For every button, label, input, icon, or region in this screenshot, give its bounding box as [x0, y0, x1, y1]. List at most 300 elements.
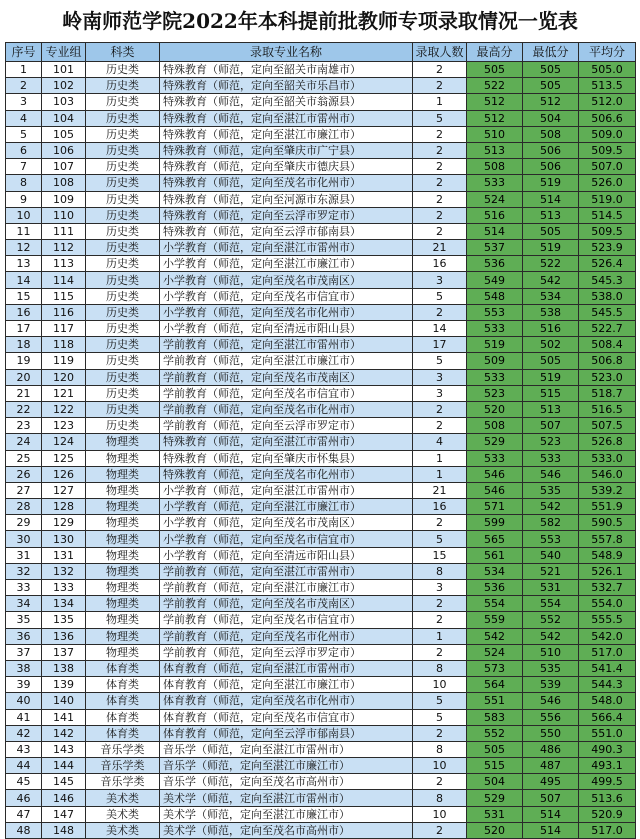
cell-index: 27: [6, 482, 42, 498]
cell-min: 506: [523, 159, 579, 175]
cell-group: 133: [42, 580, 86, 596]
cell-group: 129: [42, 515, 86, 531]
cell-index: 46: [6, 790, 42, 806]
cell-avg: 513.5: [579, 78, 636, 94]
cell-count: 8: [413, 790, 467, 806]
cell-category: 历史类: [86, 240, 160, 256]
cell-index: 45: [6, 774, 42, 790]
cell-count: 16: [413, 256, 467, 272]
cell-group: 115: [42, 288, 86, 304]
cell-category: 物理类: [86, 531, 160, 547]
table-row: [6, 191, 636, 207]
cell-group: 146: [42, 790, 86, 806]
cell-index: 44: [6, 758, 42, 774]
cell-major: 特殊教育（师范，定向至湛江市雷州市）: [160, 110, 413, 126]
cell-max: 520: [467, 822, 523, 838]
cell-max: 537: [467, 240, 523, 256]
cell-index: 42: [6, 725, 42, 741]
cell-min: 519: [523, 175, 579, 191]
header-category: 科类: [86, 43, 160, 62]
table-row: [6, 774, 636, 790]
cell-major: 音乐学（师范，定向至湛江市廉江市）: [160, 758, 413, 774]
cell-max: 552: [467, 725, 523, 741]
page-title: 岭南师范学院2022年本科提前批教师专项录取情况一览表: [62, 9, 578, 33]
cell-group: 102: [42, 78, 86, 94]
table-row: [6, 418, 636, 434]
cell-avg: 493.1: [579, 758, 636, 774]
table-row: [6, 596, 636, 612]
cell-major: 音乐学（师范，定向至茂名市高州市）: [160, 774, 413, 790]
cell-major: 体育教育（师范，定向至云浮市郁南县）: [160, 725, 413, 741]
cell-major: 学前教育（师范，定向至茂名市信宜市）: [160, 385, 413, 401]
cell-max: 529: [467, 434, 523, 450]
cell-min: 519: [523, 369, 579, 385]
cell-major: 学前教育（师范，定向至茂名市信宜市）: [160, 612, 413, 628]
table-row: [6, 337, 636, 353]
cell-category: 美术类: [86, 790, 160, 806]
cell-group: 120: [42, 369, 86, 385]
cell-avg: 508.4: [579, 337, 636, 353]
cell-group: 110: [42, 207, 86, 223]
cell-index: 23: [6, 418, 42, 434]
cell-index: 10: [6, 207, 42, 223]
cell-index: 6: [6, 142, 42, 158]
table-row: [6, 304, 636, 320]
cell-index: 36: [6, 628, 42, 644]
cell-avg: 523.0: [579, 369, 636, 385]
cell-min: 542: [523, 272, 579, 288]
table-row: [6, 223, 636, 239]
table-row: [6, 515, 636, 531]
cell-avg: 507.0: [579, 159, 636, 175]
cell-index: 38: [6, 660, 42, 676]
table-row: [6, 207, 636, 223]
cell-major: 特殊教育（师范，定向至肇庆市德庆县）: [160, 159, 413, 175]
table-row: [6, 822, 636, 838]
cell-min: 582: [523, 515, 579, 531]
cell-count: 1: [413, 466, 467, 482]
table-row: [6, 531, 636, 547]
cell-category: 物理类: [86, 450, 160, 466]
cell-max: 542: [467, 628, 523, 644]
cell-max: 508: [467, 418, 523, 434]
cell-index: 13: [6, 256, 42, 272]
cell-major: 小学教育（师范，定向至茂名市信宜市）: [160, 531, 413, 547]
cell-major: 学前教育（师范，定向至茂名市茂南区）: [160, 596, 413, 612]
cell-group: 139: [42, 677, 86, 693]
cell-max: 512: [467, 94, 523, 110]
cell-min: 514: [523, 191, 579, 207]
cell-index: 16: [6, 304, 42, 320]
cell-index: 12: [6, 240, 42, 256]
table-row: [6, 434, 636, 450]
cell-major: 特殊教育（师范，定向至云浮市郁南县）: [160, 223, 413, 239]
cell-min: 534: [523, 288, 579, 304]
cell-max: 551: [467, 693, 523, 709]
cell-max: 536: [467, 256, 523, 272]
cell-avg: 490.3: [579, 741, 636, 757]
cell-group: 147: [42, 806, 86, 822]
cell-min: 533: [523, 450, 579, 466]
cell-count: 8: [413, 563, 467, 579]
cell-avg: 544.3: [579, 677, 636, 693]
cell-category: 体育类: [86, 677, 160, 693]
table-row: [6, 321, 636, 337]
cell-index: 35: [6, 612, 42, 628]
cell-index: 47: [6, 806, 42, 822]
cell-min: 535: [523, 482, 579, 498]
cell-max: 583: [467, 709, 523, 725]
cell-avg: 548.0: [579, 693, 636, 709]
cell-count: 3: [413, 385, 467, 401]
cell-avg: 548.9: [579, 547, 636, 563]
cell-category: 历史类: [86, 272, 160, 288]
table-row: [6, 62, 636, 78]
cell-count: 3: [413, 272, 467, 288]
cell-group: 105: [42, 126, 86, 142]
cell-group: 128: [42, 499, 86, 515]
table-row: [6, 709, 636, 725]
cell-index: 4: [6, 110, 42, 126]
cell-count: 8: [413, 660, 467, 676]
cell-category: 历史类: [86, 353, 160, 369]
cell-group: 122: [42, 401, 86, 417]
cell-category: 历史类: [86, 62, 160, 78]
cell-count: 21: [413, 482, 467, 498]
cell-min: 515: [523, 385, 579, 401]
cell-category: 历史类: [86, 78, 160, 94]
cell-category: 历史类: [86, 385, 160, 401]
cell-count: 14: [413, 321, 467, 337]
cell-min: 519: [523, 240, 579, 256]
cell-avg: 499.5: [579, 774, 636, 790]
cell-category: 物理类: [86, 434, 160, 450]
cell-major: 学前教育（师范，定向至云浮市罗定市）: [160, 418, 413, 434]
table-row: [6, 272, 636, 288]
cell-major: 特殊教育（师范，定向至茂名市化州市）: [160, 466, 413, 482]
cell-max: 516: [467, 207, 523, 223]
cell-group: 116: [42, 304, 86, 320]
cell-avg: 517.0: [579, 644, 636, 660]
cell-group: 145: [42, 774, 86, 790]
table-row: [6, 142, 636, 158]
cell-major: 学前教育（师范，定向至茂名市化州市）: [160, 401, 413, 417]
cell-count: 3: [413, 369, 467, 385]
cell-category: 音乐学类: [86, 774, 160, 790]
cell-min: 513: [523, 207, 579, 223]
cell-group: 143: [42, 741, 86, 757]
header-group: 专业组: [42, 43, 86, 62]
cell-min: 546: [523, 466, 579, 482]
cell-group: 108: [42, 175, 86, 191]
cell-min: 487: [523, 758, 579, 774]
cell-count: 2: [413, 142, 467, 158]
cell-max: 533: [467, 321, 523, 337]
cell-major: 特殊教育（师范，定向至韶关市乐昌市）: [160, 78, 413, 94]
cell-min: 550: [523, 725, 579, 741]
cell-max: 573: [467, 660, 523, 676]
cell-group: 144: [42, 758, 86, 774]
cell-group: 106: [42, 142, 86, 158]
cell-group: 111: [42, 223, 86, 239]
cell-category: 历史类: [86, 401, 160, 417]
cell-max: 536: [467, 580, 523, 596]
cell-avg: 522.7: [579, 321, 636, 337]
cell-group: 132: [42, 563, 86, 579]
cell-count: 3: [413, 580, 467, 596]
cell-avg: 506.6: [579, 110, 636, 126]
table-row: [6, 466, 636, 482]
cell-count: 2: [413, 191, 467, 207]
cell-category: 历史类: [86, 321, 160, 337]
cell-max: 514: [467, 223, 523, 239]
table-row: [6, 758, 636, 774]
cell-major: 体育教育（师范，定向至湛江市廉江市）: [160, 677, 413, 693]
table-row: [6, 806, 636, 822]
table-row: [6, 725, 636, 741]
cell-min: 521: [523, 563, 579, 579]
cell-avg: 517.0: [579, 822, 636, 838]
cell-group: 101: [42, 62, 86, 78]
cell-major: 特殊教育（师范，定向至河源市东源县）: [160, 191, 413, 207]
table-row: [6, 126, 636, 142]
cell-max: 522: [467, 78, 523, 94]
cell-index: 34: [6, 596, 42, 612]
table-row: [6, 644, 636, 660]
cell-min: 495: [523, 774, 579, 790]
cell-max: 505: [467, 62, 523, 78]
cell-max: 565: [467, 531, 523, 547]
cell-major: 学前教育（师范，定向至茂名市化州市）: [160, 628, 413, 644]
cell-avg: 526.4: [579, 256, 636, 272]
cell-index: 5: [6, 126, 42, 142]
cell-major: 特殊教育（师范，定向至肇庆市广宁县）: [160, 142, 413, 158]
cell-category: 历史类: [86, 142, 160, 158]
cell-category: 物理类: [86, 515, 160, 531]
cell-category: 历史类: [86, 418, 160, 434]
cell-min: 523: [523, 434, 579, 450]
cell-major: 学前教育（师范，定向至湛江市雷州市）: [160, 563, 413, 579]
cell-index: 3: [6, 94, 42, 110]
cell-min: 538: [523, 304, 579, 320]
cell-major: 小学教育（师范，定向至茂名市信宜市）: [160, 288, 413, 304]
table-row: [6, 677, 636, 693]
cell-group: 138: [42, 660, 86, 676]
cell-group: 126: [42, 466, 86, 482]
cell-count: 5: [413, 353, 467, 369]
cell-group: 112: [42, 240, 86, 256]
cell-category: 历史类: [86, 223, 160, 239]
cell-category: 历史类: [86, 337, 160, 353]
cell-major: 体育教育（师范，定向至茂名市化州市）: [160, 693, 413, 709]
header-index: 序号: [6, 43, 42, 62]
cell-index: 18: [6, 337, 42, 353]
cell-count: 2: [413, 822, 467, 838]
cell-avg: 557.8: [579, 531, 636, 547]
table-row: [6, 790, 636, 806]
cell-major: 体育教育（师范，定向至湛江市雷州市）: [160, 660, 413, 676]
cell-min: 502: [523, 337, 579, 353]
cell-group: 107: [42, 159, 86, 175]
cell-category: 历史类: [86, 191, 160, 207]
cell-group: 140: [42, 693, 86, 709]
cell-avg: 518.7: [579, 385, 636, 401]
cell-category: 音乐学类: [86, 741, 160, 757]
table-row: [6, 159, 636, 175]
table-row: [6, 580, 636, 596]
cell-major: 小学教育（师范，定向至湛江市廉江市）: [160, 499, 413, 515]
cell-count: 2: [413, 223, 467, 239]
cell-max: 549: [467, 272, 523, 288]
cell-avg: 551.9: [579, 499, 636, 515]
cell-count: 2: [413, 418, 467, 434]
cell-avg: 523.9: [579, 240, 636, 256]
cell-category: 物理类: [86, 466, 160, 482]
cell-count: 2: [413, 78, 467, 94]
cell-count: 5: [413, 709, 467, 725]
cell-major: 小学教育（师范，定向至茂名市茂南区）: [160, 515, 413, 531]
cell-major: 小学教育（师范，定向至湛江市雷州市）: [160, 240, 413, 256]
cell-category: 历史类: [86, 159, 160, 175]
cell-major: 小学教育（师范，定向至茂名市化州市）: [160, 304, 413, 320]
cell-avg: 513.6: [579, 790, 636, 806]
cell-count: 5: [413, 531, 467, 547]
cell-major: 学前教育（师范，定向至茂名市茂南区）: [160, 369, 413, 385]
cell-category: 物理类: [86, 628, 160, 644]
cell-avg: 514.5: [579, 207, 636, 223]
cell-index: 11: [6, 223, 42, 239]
cell-avg: 509.5: [579, 223, 636, 239]
cell-count: 10: [413, 758, 467, 774]
cell-max: 548: [467, 288, 523, 304]
cell-count: 10: [413, 677, 467, 693]
cell-max: 546: [467, 482, 523, 498]
cell-avg: 507.5: [579, 418, 636, 434]
cell-major: 体育教育（师范，定向至茂名市信宜市）: [160, 709, 413, 725]
cell-max: 524: [467, 191, 523, 207]
cell-min: 505: [523, 223, 579, 239]
cell-group: 104: [42, 110, 86, 126]
cell-major: 学前教育（师范，定向至湛江市廉江市）: [160, 353, 413, 369]
cell-min: 505: [523, 353, 579, 369]
cell-avg: 509.5: [579, 142, 636, 158]
table-row: [6, 353, 636, 369]
cell-avg: 506.8: [579, 353, 636, 369]
cell-min: 506: [523, 142, 579, 158]
cell-category: 历史类: [86, 94, 160, 110]
cell-group: 131: [42, 547, 86, 563]
header-major: 录取专业名称: [160, 43, 413, 62]
table-row: [6, 78, 636, 94]
cell-count: 2: [413, 644, 467, 660]
cell-count: 2: [413, 515, 467, 531]
cell-max: 513: [467, 142, 523, 158]
cell-index: 48: [6, 822, 42, 838]
cell-min: 507: [523, 790, 579, 806]
cell-category: 物理类: [86, 547, 160, 563]
cell-max: 599: [467, 515, 523, 531]
cell-index: 14: [6, 272, 42, 288]
cell-count: 2: [413, 159, 467, 175]
cell-avg: 512.0: [579, 94, 636, 110]
cell-avg: 519.0: [579, 191, 636, 207]
header-avg: 平均分: [579, 43, 636, 62]
cell-min: 510: [523, 644, 579, 660]
cell-count: 1: [413, 94, 467, 110]
cell-count: 21: [413, 240, 467, 256]
cell-count: 2: [413, 725, 467, 741]
cell-avg: 539.2: [579, 482, 636, 498]
cell-count: 2: [413, 612, 467, 628]
cell-group: 135: [42, 612, 86, 628]
cell-group: 109: [42, 191, 86, 207]
cell-index: 39: [6, 677, 42, 693]
cell-max: 510: [467, 126, 523, 142]
cell-max: 561: [467, 547, 523, 563]
cell-category: 历史类: [86, 369, 160, 385]
cell-max: 531: [467, 806, 523, 822]
cell-group: 117: [42, 321, 86, 337]
cell-avg: 533.0: [579, 450, 636, 466]
cell-min: 514: [523, 822, 579, 838]
cell-max: 559: [467, 612, 523, 628]
cell-max: 504: [467, 774, 523, 790]
cell-min: 552: [523, 612, 579, 628]
cell-group: 113: [42, 256, 86, 272]
table-row: [6, 256, 636, 272]
table-row: [6, 175, 636, 191]
cell-min: 486: [523, 741, 579, 757]
cell-group: 142: [42, 725, 86, 741]
cell-avg: 545.3: [579, 272, 636, 288]
table-body: [6, 62, 636, 839]
table-row: [6, 94, 636, 110]
cell-major: 学前教育（师范，定向至湛江市廉江市）: [160, 580, 413, 596]
table-row: [6, 482, 636, 498]
cell-avg: 532.7: [579, 580, 636, 596]
cell-max: 534: [467, 563, 523, 579]
table-header-row: [6, 43, 636, 62]
cell-category: 物理类: [86, 499, 160, 515]
cell-avg: 590.5: [579, 515, 636, 531]
cell-major: 小学教育（师范，定向至茂名市茂南区）: [160, 272, 413, 288]
cell-index: 20: [6, 369, 42, 385]
cell-avg: 538.0: [579, 288, 636, 304]
cell-index: 37: [6, 644, 42, 660]
cell-group: 136: [42, 628, 86, 644]
cell-index: 40: [6, 693, 42, 709]
cell-avg: 526.1: [579, 563, 636, 579]
table-row: [6, 499, 636, 515]
cell-major: 小学教育（师范，定向至清远市阳山县）: [160, 321, 413, 337]
cell-max: 515: [467, 758, 523, 774]
cell-index: 7: [6, 159, 42, 175]
cell-index: 1: [6, 62, 42, 78]
cell-count: 2: [413, 207, 467, 223]
cell-index: 19: [6, 353, 42, 369]
table-row: [6, 563, 636, 579]
cell-avg: 509.0: [579, 126, 636, 142]
cell-min: 539: [523, 677, 579, 693]
cell-min: 516: [523, 321, 579, 337]
cell-category: 历史类: [86, 207, 160, 223]
cell-avg: 542.0: [579, 628, 636, 644]
cell-index: 9: [6, 191, 42, 207]
cell-count: 15: [413, 547, 467, 563]
cell-category: 物理类: [86, 580, 160, 596]
table-row: [6, 660, 636, 676]
cell-count: 2: [413, 304, 467, 320]
